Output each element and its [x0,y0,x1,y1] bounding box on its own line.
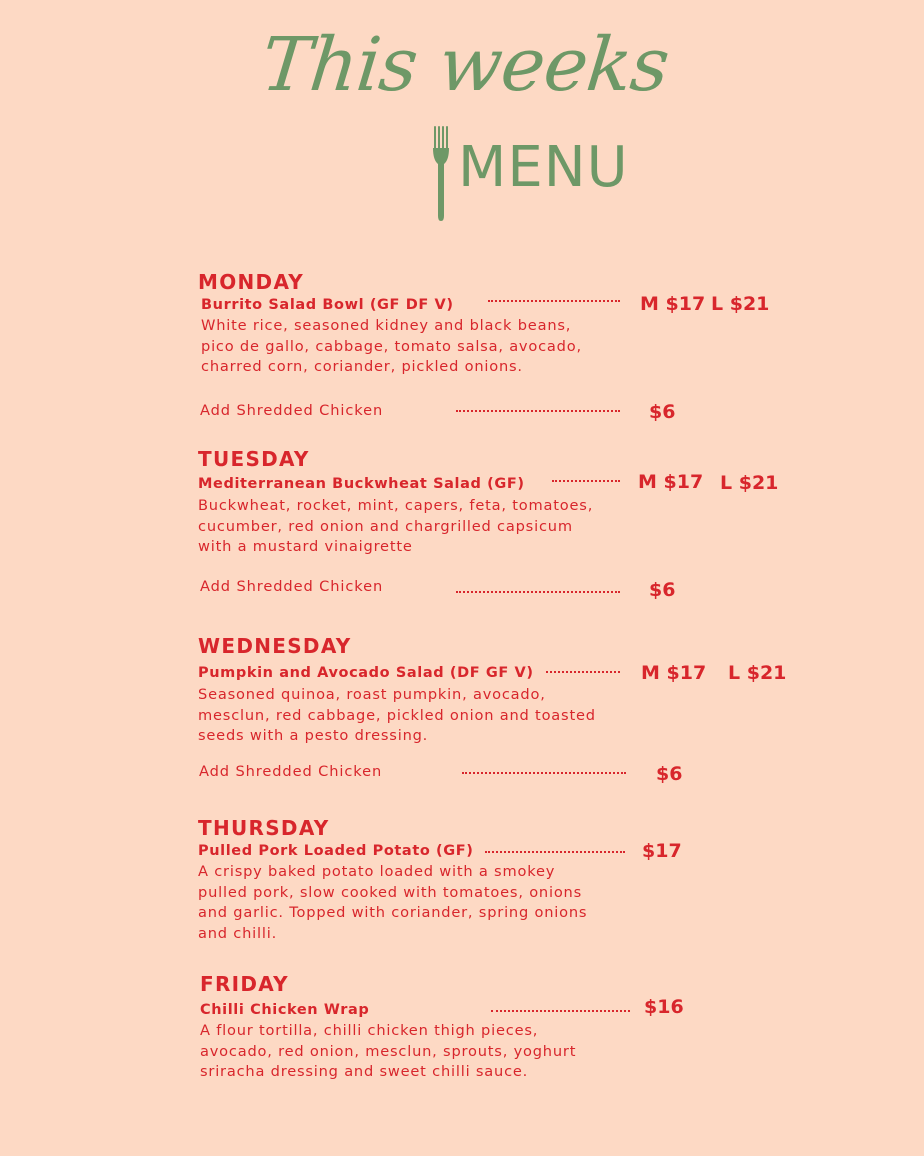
price-thursday: $17 [642,840,682,862]
dish-name-friday: Chilli Chicken Wrap [200,1002,370,1018]
day-heading-wednesday: WEDNESDAY [198,634,352,658]
day-heading-monday: MONDAY [198,270,305,294]
fork-icon [430,126,450,222]
day-heading-friday: FRIDAY [200,972,289,996]
addon-price-monday: $6 [649,401,676,423]
price-medium-monday: M $17 [640,293,706,315]
dish-name-thursday: Pulled Pork Loaded Potato (GF) [198,843,474,859]
price-medium-tuesday: M $17 [638,471,704,493]
dish-description-thursday: A crispy baked potato loaded with a smokey pulled pork, slow cooked with tomatoes, onions and garlic. Topped with coriander, spring onions and chilli. [198,863,588,942]
menu-title: MENU [458,135,629,200]
dish-name-wednesday: Pumpkin and Avocado Salad (DF GF V) [198,665,534,681]
leader-dots [462,772,626,774]
price-medium-wednesday: M $17 [641,662,707,684]
addon-label-wednesday: Add Shredded Chicken [199,763,383,780]
day-heading-thursday: THURSDAY [198,816,330,840]
day-heading-tuesday: TUESDAY [198,447,310,471]
leader-dots [552,480,620,482]
leader-dots [491,1010,630,1012]
leader-dots [488,300,620,302]
addon-label-tuesday: Add Shredded Chicken [200,578,384,595]
price-large-wednesday: L $21 [728,662,787,684]
leader-dots [485,851,625,853]
dish-description-friday: A flour tortilla, chilli chicken thigh pieces, avocado, red onion, mesclun, sprouts, yoghurt sriracha dressing and sweet chilli sauce. [200,1022,577,1080]
leader-dots [456,591,620,593]
addon-price-wednesday: $6 [656,763,683,785]
price-large-monday: L $21 [711,293,770,315]
leader-dots [456,410,620,412]
dish-description-monday: White rice, seasoned kidney and black beans, pico de gallo, cabbage, tomato salsa, avocado, charred corn, coriander, pickled onions. [201,317,582,375]
price-large-tuesday: L $21 [720,472,779,494]
dish-description-tuesday: Buckwheat, rocket, mint, capers, feta, tomatoes, cucumber, red onion and chargrilled capsicum with a mustard vinaigrette [198,497,594,555]
dish-description-wednesday: Seasoned quinoa, roast pumpkin, avocado, mesclun, red cabbage, pickled onion and toasted seeds with a pesto dressing. [198,686,596,744]
dish-name-tuesday: Mediterranean Buckwheat Salad (GF) [198,476,525,492]
dish-name-monday: Burrito Salad Bowl (GF DF V) [201,297,454,313]
script-title: This weeks [257,22,673,108]
addon-price-tuesday: $6 [649,579,676,601]
leader-dots [546,671,620,673]
price-friday: $16 [644,996,684,1018]
addon-label-monday: Add Shredded Chicken [200,402,384,419]
